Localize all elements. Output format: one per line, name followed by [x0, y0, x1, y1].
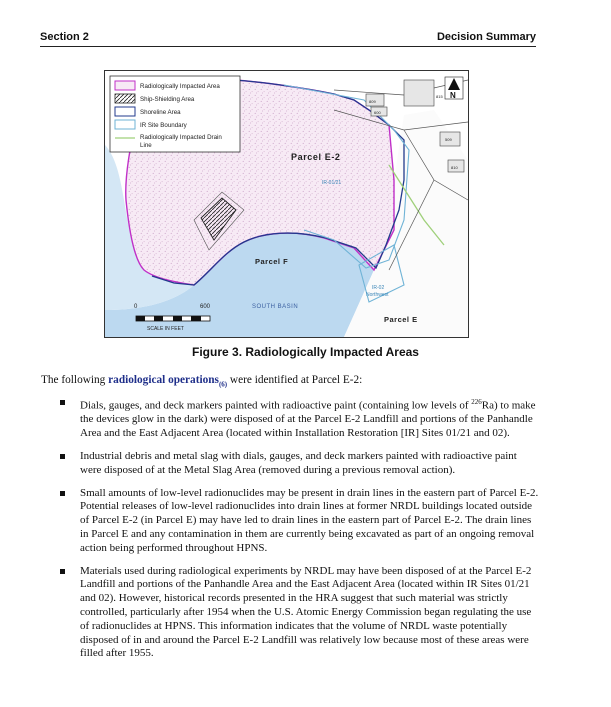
scale-zero: 0 [134, 304, 138, 310]
document-title: Decision Summary [436, 31, 536, 43]
legend-swatch-ship [115, 94, 135, 103]
label-parcel-e2: Parcel E-2 [291, 152, 341, 162]
legend-label-ir: IR Site Boundary [140, 122, 187, 129]
legend-label-impacted: Radiologically Impacted Area [140, 83, 220, 90]
bullet-icon [60, 400, 65, 405]
list-item-text-a: Dials, gauges, and deck markers painted with radioactive paint (containing low levels of [80, 399, 472, 412]
site-map [104, 70, 469, 338]
north-arrow [445, 77, 463, 100]
list-item-text: Materials used during radiological experiments by NRDL may have been disposed of at the Parcel E-2 Landfill and portions of the Panhandle Area and the East Adjacent Area (located within IR Sites 01/21 and 02). However, historical records presented in the HRA suggest that such material was strictly controlled, particularly after 1954 when the U.S. Atomic Energy Commission began regulating the use of radionuclides at HPNS. This information indicates that the volume of NRDL waste potentially disposed of in and around the Parcel E-2 Landfill was relatively low because most of these areas were filled after 1955. [80, 564, 532, 660]
legend-label-drain: Radiologically Impacted Drain Line [140, 134, 222, 149]
label-building-509: 509 [445, 137, 452, 142]
label-south-basin: SOUTH BASIN [252, 304, 299, 310]
list-item-text: Industrial debris and metal slag with dials, gauges, and deck markers painted with radioactive paint were disposed of at the Metal Slag Area (removed during a previous removal action). [80, 450, 517, 476]
page-header [40, 28, 536, 47]
label-ir-02: IR-02 [372, 285, 385, 291]
list-item [60, 565, 540, 662]
operations-list [60, 396, 540, 670]
label-building-809: 809 [369, 99, 376, 104]
building-815 [404, 80, 434, 106]
scale-label: SCALE IN FEET [147, 326, 184, 332]
intro-before: The following [41, 374, 109, 386]
link-footnote: (6) [218, 380, 228, 389]
intro-after: were identified at Parcel E-2: [227, 374, 363, 386]
section-label: Section 2 [40, 31, 89, 43]
label-building-815: 815 [436, 94, 443, 99]
legend-swatch-impacted [115, 81, 135, 90]
label-parcel-e: Parcel E [384, 315, 418, 324]
scale-600: 600 [200, 304, 211, 310]
list-item [60, 450, 540, 478]
label-parcel-f: Parcel F [255, 257, 289, 266]
label-ir-0121: IR-01/21 [322, 180, 342, 186]
intro-paragraph [41, 374, 362, 388]
legend-swatch-ir [115, 120, 135, 129]
list-item-text-b: Ra) to make the devices glow in the dark) were disposed of at the Parcel E-2 Landfill and portions of the Panhandle Area and the East Adjacent Area (located within Installation Restoration [IR] Sites 01/21 and 02). [80, 399, 536, 440]
legend-label-ship: Ship-Shielding Area [140, 96, 195, 103]
radiological-operations-link[interactable] [108, 374, 228, 389]
list-item [60, 396, 540, 441]
label-building-810: 810 [451, 165, 458, 170]
label-ir-02-northwest: Northwest [366, 292, 389, 298]
isotope-superscript: 226 [471, 398, 482, 406]
link-text: radiological operations [108, 374, 219, 386]
legend-swatch-shoreline [115, 107, 135, 116]
figure-caption: Figure 3. Radiologically Impacted Areas [192, 345, 419, 359]
list-item [60, 487, 540, 556]
list-item-text: Small amounts of low-level radionuclides may be present in drain lines in the eastern part of Parcel E-2. Potential releases of low-level radionuclides into drain lines at former NRDL buildings located outside of Parcel E-2 (in Parcel E) may have led to drain lines in the eastern part of Parcel E-2. The drain lines in Parcel E and any contamination in them are currently being excavated as part of an ongoing removal action being performed throughout HPNS. [80, 486, 539, 554]
bullet-icon [60, 454, 65, 459]
svg-text:N: N [450, 91, 456, 100]
bullet-icon [60, 569, 65, 574]
bullet-icon [60, 491, 65, 496]
legend-label-shoreline: Shoreline Area [140, 109, 181, 116]
label-building-600: 600 [374, 110, 381, 115]
scale-bar [136, 316, 210, 321]
